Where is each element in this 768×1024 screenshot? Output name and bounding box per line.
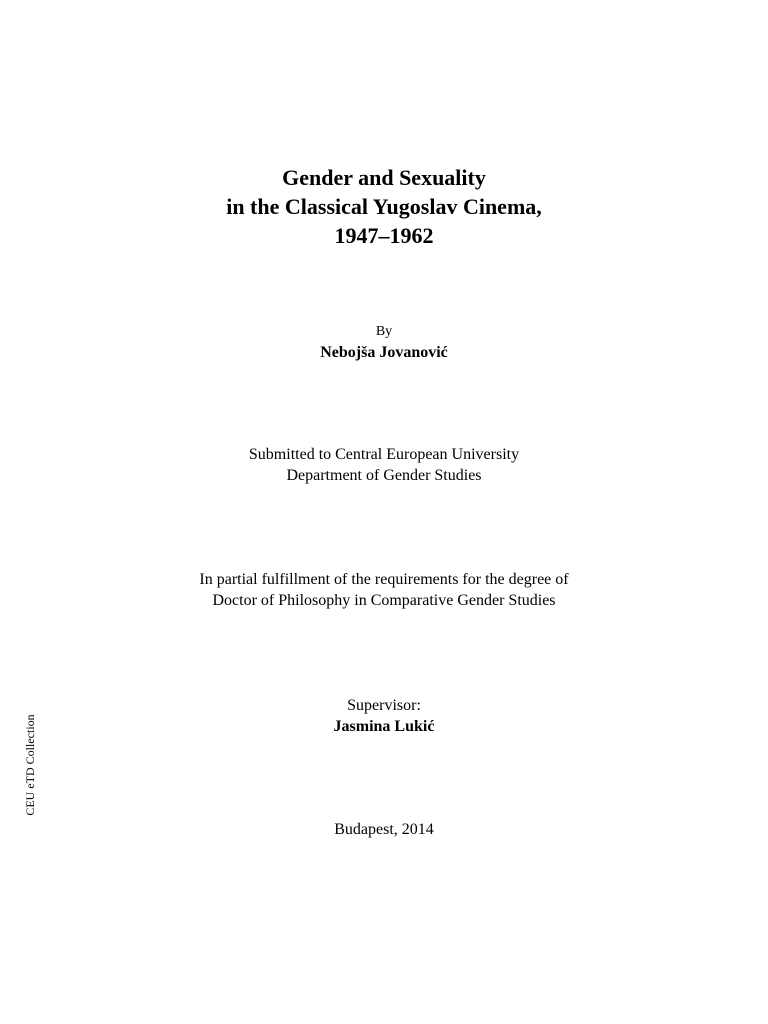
title-line-3: 1947–1962 xyxy=(334,223,434,248)
submission-university: Submitted to Central European University xyxy=(248,446,520,463)
supervisor-name: Jasmina Lukić xyxy=(333,718,435,735)
fulfillment-line-1: In partial fulfillment of the requirements for the degree of xyxy=(199,571,569,588)
author-name: Nebojša Jovanović xyxy=(320,344,448,361)
collection-watermark: CEU eTD Collection xyxy=(23,714,37,816)
supervisor-section xyxy=(0,695,768,737)
author-section xyxy=(0,322,768,364)
title-line-2: in the Classical Yugoslav Cinema, xyxy=(226,194,542,219)
submission-section xyxy=(0,444,768,486)
submission-department: Department of Gender Studies xyxy=(286,467,482,484)
by-label: By xyxy=(375,324,393,339)
degree-fulfillment-section xyxy=(0,569,768,611)
place-date-section xyxy=(0,819,768,840)
place-date: Budapest, 2014 xyxy=(334,821,434,838)
supervisor-label: Supervisor: xyxy=(347,697,421,714)
fulfillment-line-2: Doctor of Philosophy in Comparative Gender Studies xyxy=(212,592,556,609)
thesis-title xyxy=(0,163,768,250)
title-line-1: Gender and Sexuality xyxy=(282,165,486,190)
